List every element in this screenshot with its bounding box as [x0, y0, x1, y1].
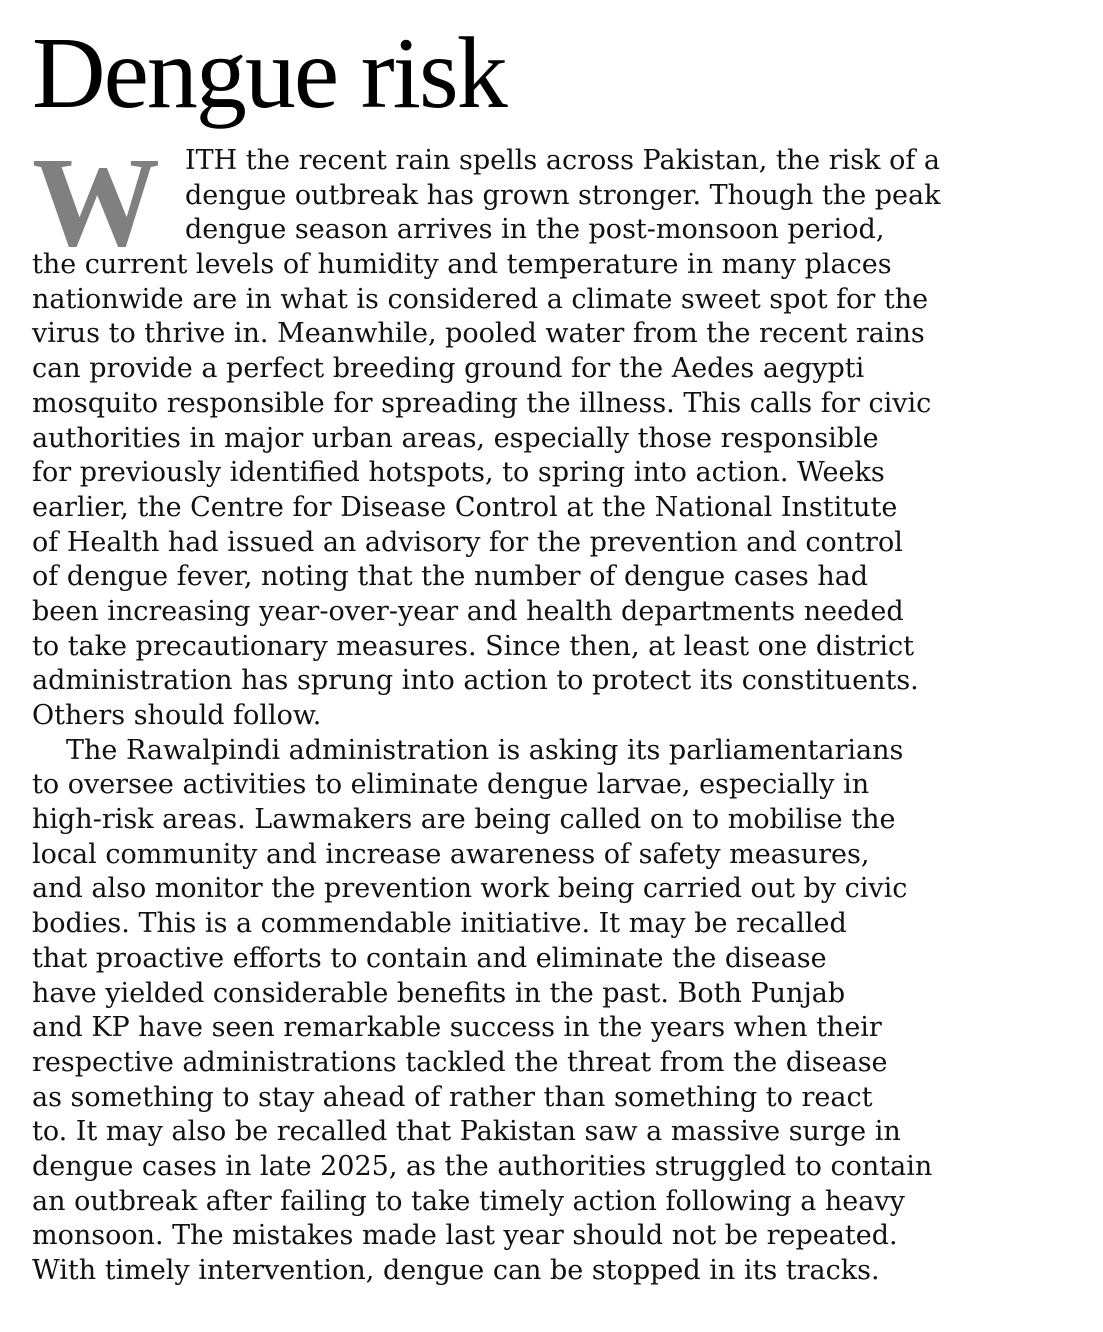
text-line: respective administrations tackled the threat from the disease — [32, 1046, 888, 1078]
paragraph-1 — [32, 131, 1084, 734]
text-line: have yielded considerable benefits in the past. Both Punjab — [32, 977, 846, 1009]
text-line: nationwide are in what is considered a climate sweet spot for the — [32, 283, 929, 315]
text-line: mosquito responsible for spreading the illness. This calls for civic — [32, 387, 932, 419]
text-line: virus to thrive in. Meanwhile, pooled water from the recent rains — [32, 318, 925, 350]
text-line: that proactive efforts to contain and eliminate the disease — [32, 942, 827, 974]
text-line: can provide a perfect breeding ground for the Aedes aegypti — [32, 353, 865, 385]
text-line: authorities in major urban areas, especially those responsible — [32, 422, 879, 454]
text-line: to oversee activities to eliminate dengue larvae, especially in — [32, 769, 870, 801]
text-line: The Rawalpindi administration is asking its parliamentarians — [66, 734, 904, 766]
text-line: earlier, the Centre for Disease Control at the National Institute — [32, 491, 898, 523]
text-line: Others should follow. — [32, 700, 322, 731]
article-headline: Dengue risk — [32, 17, 506, 130]
text-line: dengue cases in late 2025, as the authorities struggled to contain — [32, 1150, 933, 1182]
text-line: bodies. This is a commendable initiative. It may be recalled — [32, 908, 847, 940]
text-line: monsoon. The mistakes made last year should not be repeated. — [32, 1220, 898, 1252]
text-line: as something to stay ahead of rather than something to react — [32, 1081, 873, 1113]
text-line: local community and increase awareness of safety measures, — [32, 838, 870, 870]
drop-cap: W — [32, 131, 160, 273]
text-line: dengue season arrives in the post-monsoon period, — [185, 214, 885, 246]
text-line: for previously identified hotspots, to spring into action. Weeks — [32, 457, 885, 489]
text-line: been increasing year-over-year and health departments needed — [32, 595, 904, 627]
text-line: to. It may also be recalled that Pakistan saw a massive surge in — [32, 1116, 901, 1148]
text-line: dengue outbreak has grown stronger. Though the peak — [185, 179, 941, 211]
text-line: an outbreak after failing to take timely action following a heavy — [32, 1185, 905, 1217]
text-line: high-risk areas. Lawmakers are being called on to mobilise the — [32, 804, 896, 836]
text-line: of Health had issued an advisory for the prevention and control — [32, 526, 903, 558]
text-line: to take precautionary measures. Since then, at least one district — [32, 630, 914, 662]
text-line: the current levels of humidity and temperature in many places — [32, 249, 892, 281]
text-line: and also monitor the prevention work being carried out by civic — [32, 873, 908, 905]
editorial-article — [32, 18, 1084, 1289]
text-line: and KP have seen remarkable success in the years when their — [32, 1012, 882, 1044]
text-line: With timely intervention, dengue can be stopped in its tracks. — [32, 1255, 880, 1286]
text-line: ITH the recent rain spells across Pakistan, the risk of a — [185, 145, 940, 176]
text-line: of dengue fever, noting that the number of dengue cases had — [32, 561, 869, 593]
paragraph-2 — [32, 734, 1084, 1289]
text-line: administration has sprung into action to protect its constituents. — [32, 665, 919, 697]
